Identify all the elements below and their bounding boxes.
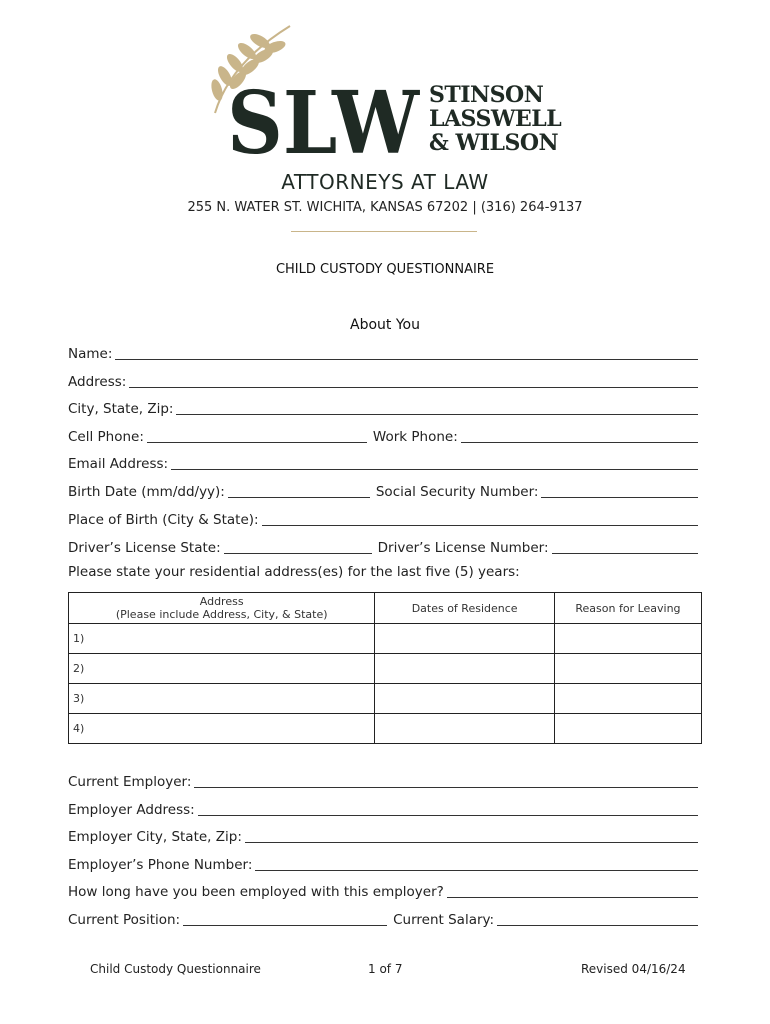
address-header-note: (Please include Address, City, & State) [115, 608, 328, 621]
residence-dates-cell[interactable] [375, 684, 555, 714]
cell-phone-label: Cell Phone: [68, 429, 144, 445]
footer-document-name: Child Custody Questionnaire [90, 962, 261, 976]
employer-phone-label: Employer’s Phone Number: [68, 857, 253, 873]
birth-ssn-row [68, 482, 698, 500]
residence-reason-cell[interactable] [554, 624, 701, 654]
position-label: Current Position: [68, 912, 181, 928]
address-blank[interactable] [129, 375, 698, 388]
table-row [69, 684, 702, 714]
residence-dates-cell[interactable] [375, 624, 555, 654]
city-state-zip-blank[interactable] [176, 402, 698, 415]
table-row [69, 654, 702, 684]
employer-city-label: Employer City, State, Zip: [68, 829, 242, 845]
name-field [68, 344, 698, 362]
work-phone-blank[interactable] [461, 430, 698, 443]
employment-length-blank[interactable] [447, 885, 698, 898]
firm-address: 255 N. WATER ST. WICHITA, KANSAS 67202 | (316) 264-9137 [187, 200, 583, 215]
residence-address-cell[interactable]: 4) [69, 714, 375, 744]
reason-column-header: Reason for Leaving [554, 593, 701, 624]
address-label: Address: [68, 374, 127, 390]
dl-state-label: Driver’s License State: [68, 540, 221, 556]
logo-monogram: SLW [227, 73, 421, 158]
address-column-header [69, 593, 375, 624]
city-state-zip-field [68, 399, 698, 417]
dates-column-header: Dates of Residence [375, 593, 555, 624]
address-field [68, 372, 698, 390]
salary-label: Current Salary: [393, 912, 495, 928]
birth-date-blank[interactable] [228, 485, 370, 498]
employer-address-blank[interactable] [198, 803, 698, 816]
phone-row [68, 427, 698, 445]
residence-address-cell[interactable]: 3) [69, 684, 375, 714]
table-row [69, 624, 702, 654]
section-title: About You [350, 317, 420, 333]
residence-table-header [69, 593, 702, 624]
work-phone-label: Work Phone: [372, 429, 458, 445]
residence-address-cell[interactable]: 1) [69, 624, 375, 654]
employer-blank[interactable] [194, 775, 698, 788]
dl-number-label: Driver’s License Number: [377, 540, 549, 556]
position-salary-row [68, 910, 698, 928]
place-of-birth-label: Place of Birth (City & State): [68, 512, 259, 528]
document-title: CHILD CUSTODY QUESTIONNAIRE [275, 262, 495, 277]
drivers-license-row [68, 538, 698, 556]
employer-address-label: Employer Address: [68, 802, 195, 818]
ssn-blank[interactable] [541, 485, 698, 498]
dl-number-blank[interactable] [552, 541, 698, 554]
firm-name-line-2: LASSWELL [429, 106, 562, 132]
place-of-birth-blank[interactable] [262, 513, 698, 526]
city-state-zip-label: City, State, Zip: [68, 401, 174, 417]
employment-length-field [68, 882, 698, 900]
footer-revision-date: Revised 04/16/24 [581, 962, 686, 976]
residence-dates-cell[interactable] [375, 654, 555, 684]
residence-dates-cell[interactable] [375, 714, 555, 744]
letterhead-divider [291, 231, 477, 232]
cell-phone-blank[interactable] [147, 430, 367, 443]
firm-tagline: ATTORNEYS AT LAW [281, 170, 489, 194]
employer-address-field [68, 800, 698, 818]
residence-table [68, 592, 702, 744]
birth-date-label: Birth Date (mm/dd/yy): [68, 484, 225, 500]
table-row [69, 714, 702, 744]
residence-reason-cell[interactable] [554, 654, 701, 684]
employer-field [68, 772, 698, 790]
residence-prompt: Please state your residential address(es) for the last five (5) years: [68, 564, 520, 580]
employer-phone-field [68, 855, 698, 873]
salary-blank[interactable] [497, 913, 698, 926]
employment-length-label: How long have you been employed with this employer? [68, 884, 444, 900]
residence-address-cell[interactable]: 2) [69, 654, 375, 684]
firm-name-line-1: STINSON [429, 82, 544, 108]
residence-reason-cell[interactable] [554, 684, 701, 714]
employer-phone-blank[interactable] [255, 858, 698, 871]
email-label: Email Address: [68, 456, 169, 472]
email-blank[interactable] [171, 457, 698, 470]
employer-label: Current Employer: [68, 774, 192, 790]
employer-city-field [68, 827, 698, 845]
name-label: Name: [68, 346, 113, 362]
footer-page-number: 1 of 7 [368, 962, 403, 976]
name-blank[interactable] [115, 347, 698, 360]
position-blank[interactable] [183, 913, 387, 926]
ssn-label: Social Security Number: [375, 484, 539, 500]
firm-name-line-3: & WILSON [429, 130, 559, 156]
place-of-birth-field [68, 510, 698, 528]
employer-city-blank[interactable] [245, 830, 698, 843]
email-field [68, 454, 698, 472]
residence-reason-cell[interactable] [554, 714, 701, 744]
address-header-label: Address [199, 595, 244, 608]
dl-state-blank[interactable] [224, 541, 372, 554]
